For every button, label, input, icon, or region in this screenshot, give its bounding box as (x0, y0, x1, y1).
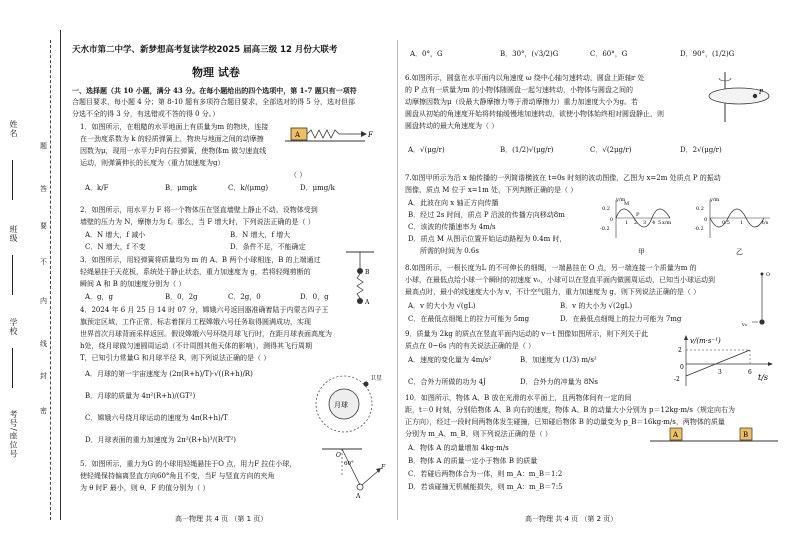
q6-diagram (705, 70, 777, 125)
school-field-line (12, 348, 13, 388)
q8-line: 8.如图所示，一根长度为L 的不可伸长的细绳，一端悬挂在 O 点，另一端连接一个质量为m 的 (405, 264, 697, 272)
class-field-line (12, 255, 13, 295)
q5-angle-label: 60° (344, 461, 354, 467)
q5-a-label: A (356, 493, 361, 500)
footer-left: 高一物理 共 4 页 （第 1 页） (175, 515, 268, 523)
q1-spring (307, 130, 349, 138)
seal-line (50, 40, 51, 520)
q7-option-d[interactable]: D．质点 M 从图示位置开始运动路程为 0.4m 时， (408, 235, 567, 243)
g2-tick: 0 (704, 217, 708, 223)
q1-line: 在一劲度系数为 k 的轻质弹簧上，物块与地面之间的动摩擦 (80, 135, 264, 143)
q8-option-a[interactable]: A．v 的大小为 √(gL) (408, 302, 476, 310)
q9-graph (672, 334, 782, 390)
q9-line: 9．质量为 2kg 的质点在竖直平面内运动的 v－t 图像如图所示，则下列关于此 (405, 330, 649, 338)
q7-line: 7.如图甲所示为沿 x 轴传播的一列简谐横波在 t=0s 时刻的波动图像，乙图为 x=2m 处质点 P 的振动 (405, 174, 721, 182)
q9-option-d[interactable]: D．合外力的冲量为 8Ns (520, 378, 599, 386)
q9-tick: 3 (718, 369, 722, 376)
q9-tick: 6 (748, 369, 752, 376)
q1-line: 因数为μ，现用一水平力F向右拉弹簧，使物体m 做匀速直线 (80, 147, 267, 155)
q1-option-d[interactable]: D．μmg/k (300, 184, 335, 192)
q1-answer-blank: （ ） (290, 171, 307, 179)
q6-line: 6.如图所示，圆盘在水平面内以角速度 ω 绕中心轴匀速转动，圆盘上距轴r 处 (405, 74, 645, 82)
q8-option-d[interactable]: D．在最低点细绳上的拉力可能为 7mg (560, 315, 682, 323)
q7-option-c[interactable]: C．该波的传播速率为 4m/s (408, 223, 496, 231)
q4-option-b[interactable]: B．月球的质量为 4π²(R+h)/(GT²) (85, 392, 196, 400)
q8-line: 最高点时，最小的线速度大小为 v，不计空气阻力，重力加速度为 g，则下列说法正确的是（ ） (405, 288, 701, 296)
q7-option-a[interactable]: A．此波在向 x 轴正方向传播 (408, 199, 499, 207)
q9-xlabel: t/s (758, 373, 769, 382)
q6-option-a[interactable]: A．√(μg/r) (408, 146, 445, 154)
q2-option-c[interactable]: C．N 增大，f 不变 (85, 243, 146, 251)
q9-option-b[interactable]: B．加速度为 (1/3) m/s² (520, 356, 597, 364)
q1-option-a[interactable]: A．k/F (85, 184, 109, 192)
q4-diagram (310, 368, 390, 438)
q6-point-p (753, 94, 757, 98)
q9-option-a[interactable]: A．速度的变化量为 4m/s² (408, 356, 492, 364)
seal-char: 封 (40, 372, 47, 380)
q9-ylabel: v/(m·s⁻¹) (690, 337, 721, 345)
q3-option-d[interactable]: D．0，g (300, 293, 329, 301)
q3-line: 轻绳悬挂于天花板，系统处于静止状态，重力加速度为 g，若将轻绳剪断的 (80, 268, 311, 276)
q3-option-c[interactable]: C．2g，0 (228, 293, 261, 301)
seal-char: 答 (40, 185, 47, 193)
q1-block-label: A (295, 131, 301, 139)
section-intro-line: 一、选择题（共 10 小题，满分 43 分。在每小题给出的四个选项中，第 1-7 题只有一项符 (72, 86, 357, 95)
g1-m: M (624, 201, 630, 207)
q2-option-a[interactable]: A．N 增大，f 减小 (85, 231, 146, 239)
q6-p-label: P (759, 89, 764, 96)
q3-option-b[interactable]: B．0，2g (165, 293, 198, 301)
q5-o-label: O (336, 452, 341, 459)
q4-sat-label: 卫星 (370, 375, 383, 382)
q1-line: 运动，则弹簧伸长的长度为（重力加速度为g） (80, 159, 225, 167)
q5-line: 为 θ 时F 最小，则 θ、F 的值分别为（ ） (80, 484, 210, 492)
q9-tick: 2 (678, 347, 682, 354)
q4-satellite (364, 382, 369, 387)
exam-no-label: 考号/座位号 (9, 410, 18, 459)
q10-diagram (650, 424, 780, 444)
q1-option-c[interactable]: C．k/(μmg) (228, 184, 269, 192)
q6-line: 的 P 点有一质量为m 的小物体随圆盘一起匀速转动，小物体与圆盘之间的 (405, 86, 634, 94)
g1-tick: 1 (625, 220, 629, 226)
q9-line: 质点在 0~6s 内的有关说法正确的是（ ） (405, 342, 536, 350)
q5-line: 5．如图所示，重力为G 的小球用轻绳悬挂于O 点，用力F 拉住小球， (80, 460, 297, 468)
q10-option-d[interactable]: D．若该碰撞无机械能损失，则 m_A：m_B＝7:5 (408, 483, 563, 491)
q8-line: 小球，在最低点给小球一个瞬时的初速度 v₀，小球可以在竖直平面内做圆周运动，已知当小球运动到 (405, 276, 715, 284)
q6-line: 圆盘从初始的角速度开始将转轴缓慢地加速转动，欲使小物体始终相对圆盘静止，则 (405, 110, 664, 118)
q10-a-label: A (673, 431, 679, 439)
q3-diagram (340, 250, 380, 310)
q5-option-a[interactable]: A．0°，G (410, 50, 443, 58)
q2-line: 墙壁的压力为 N，摩擦力为 f。那么，当 F 增大时，下列说法正确的是（ ） (80, 218, 315, 226)
q10-b-label: B (743, 431, 749, 439)
g1-xlabel: x/m (662, 220, 672, 226)
q10-option-c[interactable]: C．若碰后两物体合为一体，则 m_A：m_B＝1:2 (408, 470, 563, 478)
g2-tick: 0.5 (722, 220, 730, 226)
q1-line: 1．如图所示，在粗糙的水平地面上有质量为m 的物块，连接 (80, 123, 269, 131)
q10-line: 距，t＝0 时刻，分别给物体 A、B 向右的速度，物体 A、B 的动量大小分别为 p＝12kg·m/s（规定向右为 (405, 406, 735, 414)
arrow-right-icon (361, 131, 367, 137)
g1-tick: 4 (652, 220, 656, 226)
q7-graphs (598, 196, 778, 258)
seal-char: 密 (40, 407, 47, 415)
q10-line: 正方向），经过一段时间两物体发生碰撞，已知碰后物体 B 的动量变为 p_B＝16kg·m/s，两物体的质量 (405, 418, 725, 426)
g2-caption: 乙 (736, 248, 743, 256)
q4-line: h处，绕月球做匀速圆周运动（不计周围其他天体的影响），测得其飞行周期 (80, 342, 313, 350)
g2-tick: 0.2 (696, 206, 704, 212)
q2-option-b[interactable]: B．N 增大，f 增大 (230, 231, 291, 239)
q4-moon-label: 月球 (334, 401, 348, 409)
q9-tick: -2 (674, 376, 680, 383)
q10-option-a[interactable]: A．物体 A 的动量增加 4kg·m/s (408, 444, 509, 452)
class-label: 班级 (9, 225, 18, 243)
q10-option-b[interactable]: B．物体 A 的质量一定小于物体 B 的质量 (408, 457, 538, 465)
q8-v0-label: v₀ (742, 322, 747, 328)
q4-line: T，已知引力常量G 和月球半径 R，则下列说法正确的是（ ） (80, 354, 271, 362)
subject-title: 物理 试卷 (192, 66, 240, 79)
q6-option-c[interactable]: C．√(2μg/r) (590, 146, 632, 154)
q1-force-label: F (368, 131, 373, 139)
page-divider (397, 40, 398, 520)
q2-option-d[interactable]: D．条件不足，不能确定 (230, 243, 306, 251)
g2-tick: 1 (740, 220, 744, 226)
g1-p: P (636, 212, 640, 218)
q5-line: 使轻绳保持偏离竖直方向60°角且不变，当F 与竖直方向的夹角 (80, 472, 275, 480)
g2-tick: -0.2 (694, 226, 704, 232)
name-field-line (12, 160, 13, 200)
q6-line: 动摩擦因数为μ（设最大静摩擦力等于滑动摩擦力）重力加速度大小为g。若 (405, 98, 639, 106)
seal-char: 线 (40, 340, 47, 348)
q6-line: 圆盘转动的最大角速度为（ ） (405, 122, 499, 130)
q4-line: 旗预定区域，工作正常，标志着探月工程嫦娥六号任务取得圆满成功，实现 (80, 318, 311, 326)
q2-line: 2．如图所示，用水平力 F 将一个物体压在竖直墙壁上静止不动。设物体受到 (80, 206, 318, 214)
q8-option-c[interactable]: C．在最低点细绳上的拉力可能为 5mg (408, 315, 530, 323)
section-intro-line: 分选不全的得 3 分，有选错或不答的得 0 分。） (72, 110, 220, 118)
g2-xlabel: t/s (762, 220, 769, 226)
q3-label-b: B (365, 269, 370, 276)
section-intro-line: 合题目要求，每小题 4 分；第 8-10 题有多项符合题目要求，全部选对的得 5 分，选对但部 (72, 98, 355, 106)
q3-ball-a (357, 298, 363, 304)
seal-char: 题 (40, 142, 47, 150)
name-label: 姓名 (9, 120, 18, 138)
footer-right: 高一物理 共 4 页 （第 2 页） (525, 515, 618, 523)
g1-caption: 甲 (638, 248, 645, 256)
q4-option-a[interactable]: A．月球的第一宇宙速度为 (2π(R+h)/T)·√((R+h)/R) (85, 370, 253, 378)
q1-option-b[interactable]: B．μmgk (165, 184, 198, 192)
seal-char: 要 (40, 222, 47, 230)
q5-option-d[interactable]: D．90°，(1/2)G (680, 50, 735, 58)
school-label: 学校 (9, 318, 18, 336)
seal-char: 不 (40, 258, 47, 266)
q10-line: 分别为 m_A、m_B，则下列说法正确的是（ ） (405, 430, 552, 438)
q7-line: 图像，质点 M 位于 x=1m 处，下列判断正确的是（ ） (405, 186, 578, 194)
q3-option-a[interactable]: A．g，g (85, 293, 114, 301)
q8-option-b[interactable]: B．v 的大小为 √(2gL) (560, 302, 633, 310)
q1-diagram (285, 124, 375, 148)
q4-line: 4．2024 年 6 月 25 日 14 时 07 分，嫦娥六号返回器准确着陆于内蒙古四子王 (80, 306, 329, 314)
q5-option-c[interactable]: C．60°，G (590, 50, 628, 58)
g1-ylabel: y/m (616, 197, 626, 203)
g1-tick: 0.2 (602, 206, 610, 212)
q10-line: 10．如图所示，物体 A、B 放在光滑的水平面上，且两物体间有一定的间 (405, 394, 632, 402)
q8-diagram (738, 268, 788, 330)
q4-option-c[interactable]: C．嫦娥六号绕月球运动的速度为 4π(R+h)/T (85, 414, 228, 422)
q6-option-b[interactable]: B．(1/2)√(μg/r) (500, 146, 554, 154)
q3-line: 瞬间 A 和 B 的加速度分别为（ ） (80, 280, 186, 288)
exam-title: 天水市第二中学、新梦想高考复读学校2025 届高三级 12 月份大联考 (72, 45, 338, 55)
q5-diagram (318, 445, 388, 500)
q5-f-label: F (381, 464, 386, 471)
g1-tick: 5 (658, 220, 662, 226)
q5-option-b[interactable]: B．30°，(√3/2)G (500, 50, 559, 58)
g1-tick: 2 (634, 220, 638, 226)
g2-ylabel: y/m (710, 197, 720, 203)
g1-tick: -0.2 (600, 226, 610, 232)
q3-label-a: A (365, 299, 370, 306)
margin-border (60, 30, 61, 520)
q3-line: 3．如图所示，用轻弹簧将质量均为 m 的 A、B 两个小球相连，B 的上端通过 (80, 256, 321, 264)
q8-o-label: O (766, 272, 771, 278)
q4-line: 世界首次月球背面采样返回。假设嫦娥六号环绕月球飞行时，在距月球表面高度为 (80, 330, 332, 338)
q3-spring (357, 274, 363, 298)
seal-char: 内 (40, 297, 47, 305)
q9-option-c[interactable]: C．合外力所做的功为 4J (408, 378, 486, 386)
q7-option-b[interactable]: B．经过 2s 时间，质点 P 沿波的传播方向移动8m (408, 211, 565, 219)
g1-tick: 0 (610, 217, 614, 223)
q4-option-d[interactable]: D．月球表面的重力加速度为 2π²(R+h)³/(R²T²) (85, 436, 236, 444)
q6-option-d[interactable]: D．2√(μg/r) (680, 146, 722, 154)
q3-ball-b (357, 268, 363, 274)
q9-tick: 0 (680, 364, 684, 371)
q7-option-d-cont: 所需的时间为 0.6s (420, 247, 479, 255)
g1-tick: 3 (643, 220, 647, 226)
